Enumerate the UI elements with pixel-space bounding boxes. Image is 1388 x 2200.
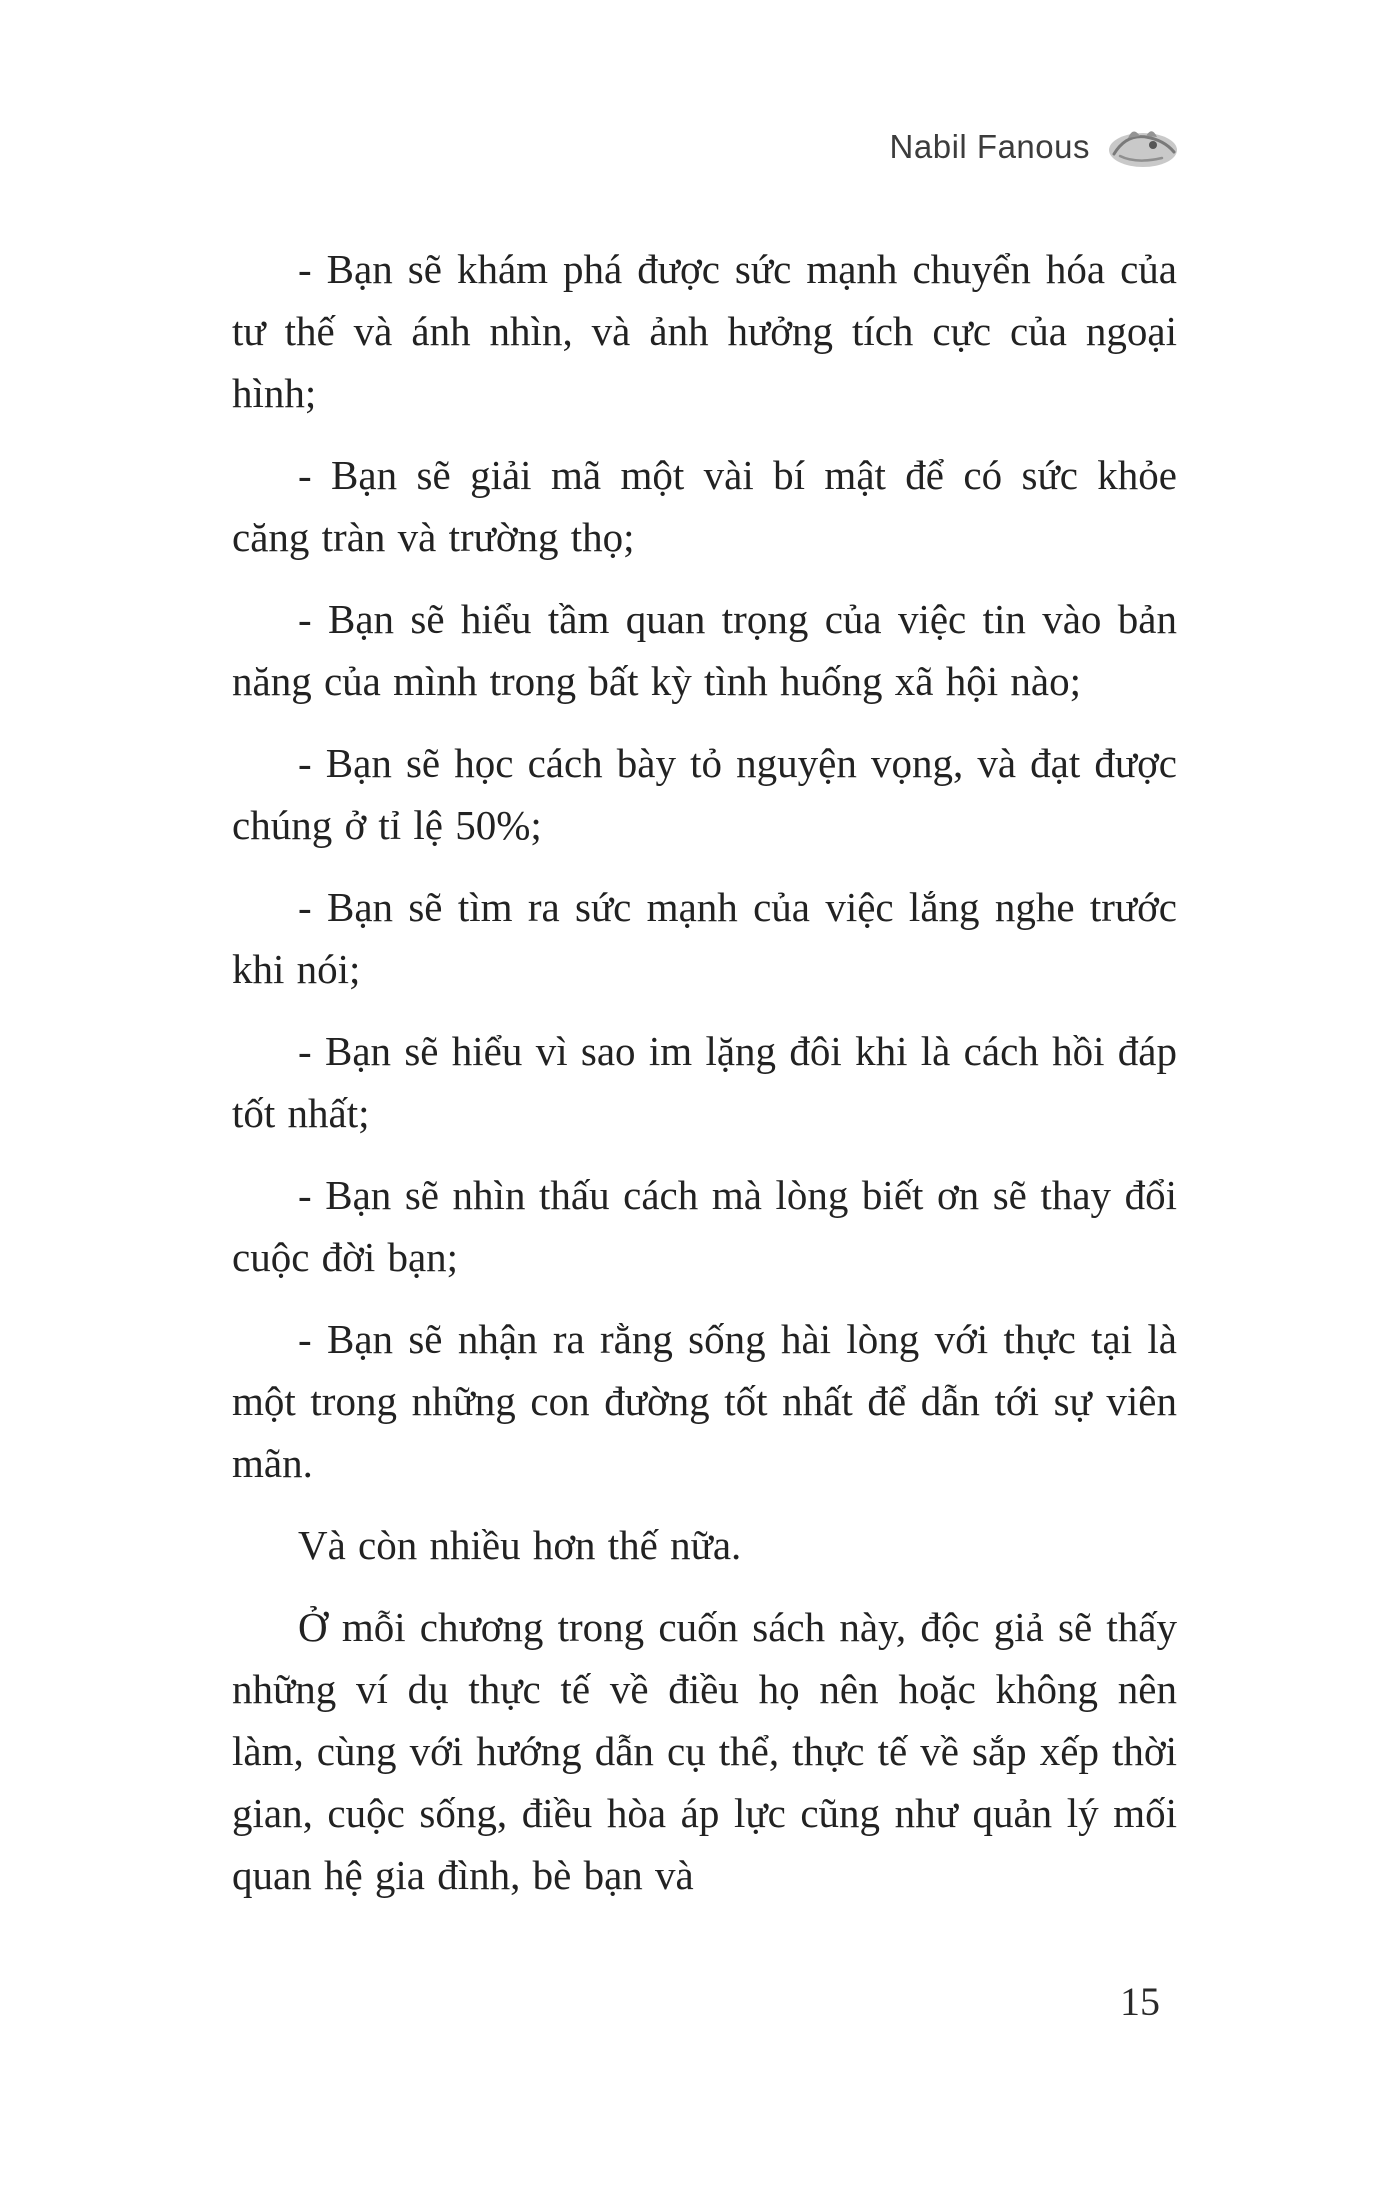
paragraph: - Bạn sẽ hiểu tầm quan trọng của việc tin vào bản năng của mình trong bất kỳ tình huống xã hội nào; xyxy=(232,596,1177,704)
paragraph: - Bạn sẽ khám phá được sức mạnh chuyển hóa của tư thế và ánh nhìn, và ảnh hưởng tích cực của ngoại hình; xyxy=(232,246,1177,416)
page-body xyxy=(232,238,1177,1906)
paragraph: - Bạn sẽ giải mã một vài bí mật để có sức khỏe căng tràn và trường thọ; xyxy=(232,452,1177,560)
paragraph: - Bạn sẽ nhìn thấu cách mà lòng biết ơn sẽ thay đổi cuộc đời bạn; xyxy=(232,1172,1177,1280)
paragraph: - Bạn sẽ nhận ra rằng sống hài lòng với thực tại là một trong những con đường tốt nhất để dẫn tới sự viên mãn. xyxy=(232,1316,1177,1486)
page-number: 15 xyxy=(1120,1979,1160,2024)
paragraph: - Bạn sẽ tìm ra sức mạnh của việc lắng nghe trước khi nói; xyxy=(232,884,1177,992)
page-header xyxy=(890,122,1180,172)
paragraph: Và còn nhiều hơn thế nữa. xyxy=(298,1522,742,1568)
publisher-logo-icon xyxy=(1106,122,1180,172)
paragraph: - Bạn sẽ học cách bày tỏ nguyện vọng, và đạt được chúng ở tỉ lệ 50%; xyxy=(232,740,1177,848)
paragraph: - Bạn sẽ hiểu vì sao im lặng đôi khi là cách hồi đáp tốt nhất; xyxy=(232,1028,1177,1136)
running-head-author: Nabil Fanous xyxy=(889,128,1090,165)
paragraph: Ở mỗi chương trong cuốn sách này, độc giả sẽ thấy những ví dụ thực tế về điều họ nên hoặc không nên làm, cùng với hướng dẫn cụ thể, thực tế về sắp xếp thời gian, cuộc sống, điều hòa áp lực cũng như quản lý mối quan hệ gia đình, bè bạn và xyxy=(232,1604,1177,1898)
